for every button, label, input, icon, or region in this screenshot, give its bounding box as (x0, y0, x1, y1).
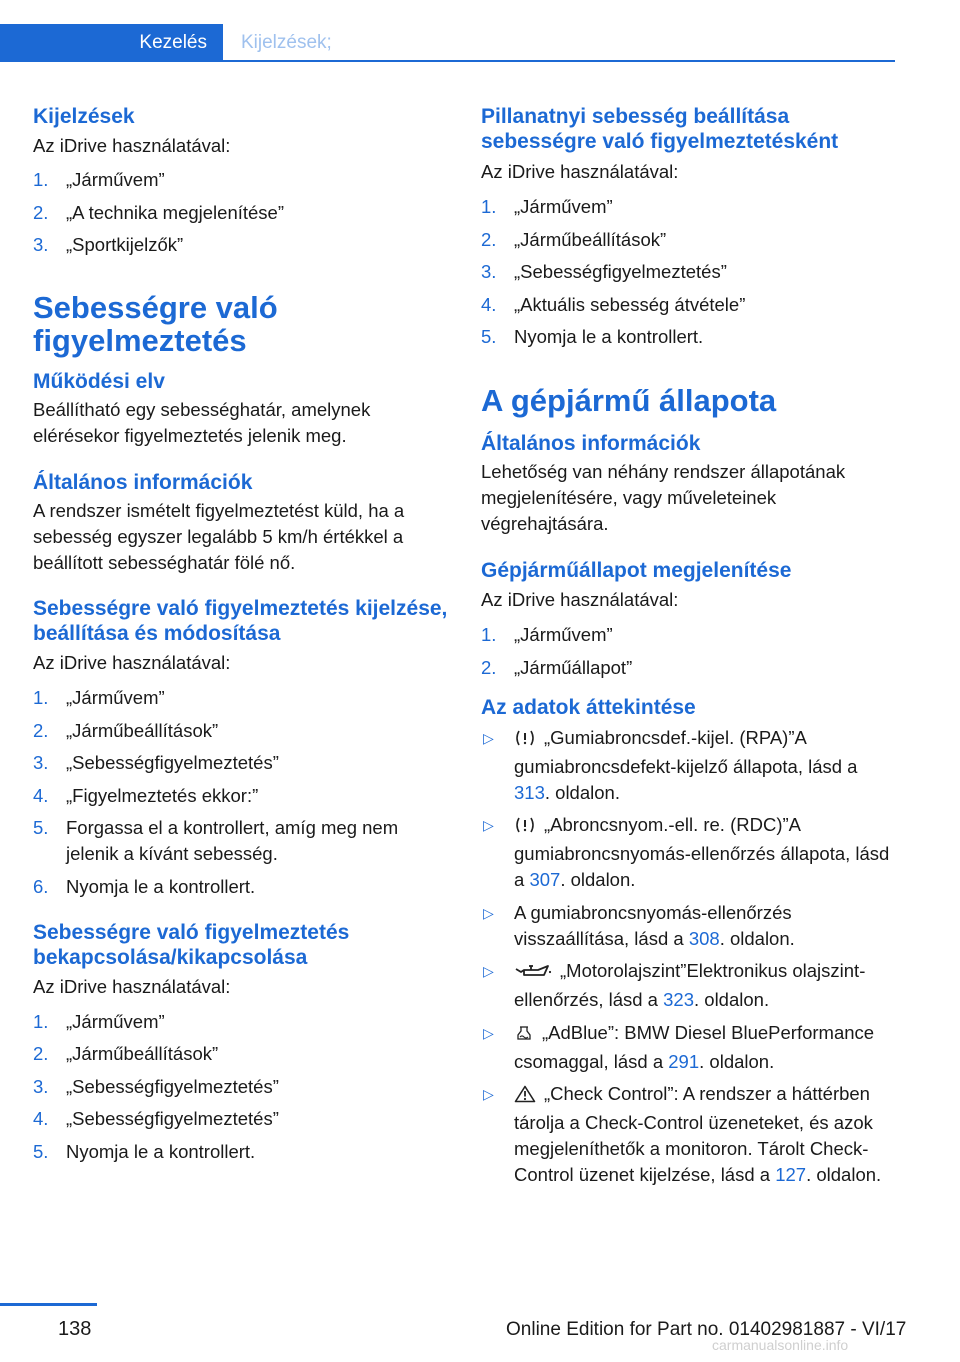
list-item: 5. Nyomja le a kontrollert. (481, 326, 704, 347)
list-item: 1. „Járművem” (481, 196, 613, 217)
megjelenites-intro: Az iDrive használatával: (481, 589, 679, 610)
list-item: 2. „Járműbeállítások” (481, 228, 667, 250)
mukodesi-elv-text: Beállítható egy sebességhatár, amelynek elérésekor figyelmeztetés jelenik meg. (33, 399, 371, 446)
section-title-sebessegre: Sebességre való figyelmeztetés (33, 290, 278, 358)
list-item: 1. „Járművem” (33, 1010, 165, 1032)
tab-kijelzesek[interactable]: Kijelzések; (241, 32, 332, 53)
list-item: ▷ „Motorolajszint”Elektronikus olajszint-ellenőrzés, lásd a 323. oldalon. (483, 960, 866, 1010)
list-item: ▷ „Abroncsnyom.-ell. re. (RDC)”A gumiabroncsnyomás-ellenőrzés állapota, lásd a 307. oldalon. (483, 814, 890, 890)
kijelzese-steps (33, 685, 448, 900)
list-item: 2. „Járműbeállítások” (33, 719, 219, 741)
list-item: 3. „Sebességfigyelmeztetés” (33, 752, 279, 773)
megjelenites-heading: Gépjárműállapot megjelenítése (481, 559, 792, 582)
triangle-bullet-icon: ▷ (483, 1086, 494, 1102)
list-item: 1. „Járművem” (33, 687, 165, 708)
megjelenites-steps (481, 622, 896, 681)
altalanos-heading: Általános információk (33, 471, 253, 494)
attekintes-list (481, 725, 896, 1189)
warning-triangle-icon (514, 1084, 536, 1110)
section-title-allapot: A gépjármű állapota (481, 383, 777, 418)
list-item: ▷ „Gumiabroncsdef.-kijel. (RPA)”A gumiabroncsdefekt-kijelző állapota, lásd a 313. oldalon. (483, 726, 858, 803)
list-item: 1. „Járművem” (33, 169, 165, 190)
list-item: 5. Nyomja le a kontrollert. (33, 1140, 256, 1162)
list-item: 2. „A technika megjelenítése” (33, 201, 285, 223)
triangle-bullet-icon: ▷ (483, 1024, 494, 1041)
list-item: 2. „Járműállapot” (481, 656, 633, 678)
right-column (481, 104, 896, 1195)
triangle-bullet-icon: ▷ (483, 817, 494, 833)
kijelzesek-heading: Kijelzések (33, 105, 135, 128)
left-column (33, 104, 448, 1171)
kijelzesek-intro: Az iDrive használatával: (33, 135, 231, 156)
page-link[interactable]: 323 (663, 989, 694, 1010)
header-divider (0, 60, 895, 62)
tab-kezeles[interactable]: Kezelés (0, 24, 223, 62)
adblue-icon (514, 1023, 534, 1049)
triangle-bullet-icon: ▷ (483, 904, 494, 921)
page-link[interactable]: 291 (668, 1050, 700, 1072)
bekapcs-intro: Az iDrive használatával: (33, 975, 231, 997)
mukodesi-elv-heading: Működési elv (33, 370, 165, 393)
list-item: 4. „Figyelmeztetés ekkor:” (33, 784, 259, 806)
list-item: 1. „Járművem” (481, 624, 613, 645)
list-item: 3. „Sportkijelzők” (33, 234, 184, 255)
pillanatnyi-steps (481, 194, 896, 350)
kijelzese-heading: Sebességre való figyelmeztetés kijelzése, beállítása és módosítása (33, 597, 448, 645)
kijelzese-intro: Az iDrive használatával: (33, 652, 231, 673)
footer-divider (0, 1303, 97, 1306)
triangle-bullet-icon: ▷ (483, 963, 494, 979)
page-link[interactable]: 308 (688, 927, 720, 949)
allapot-altalanos-text: Lehetőség van néhány rendszer állapotának megjelenítésére, vagy műveleteinek végrehajtására. (481, 461, 846, 534)
list-item: ▷ „Check Control”: A rendszer a háttérben tárolja a Check-Control üzeneteket, és azok megjeleníthetők a monitoron. Tárolt Check-Control üzenet kijelzése, lásd a 127. oldalon. (483, 1083, 882, 1185)
triangle-bullet-icon: ▷ (483, 729, 494, 746)
list-item: ▷ „AdBlue”: BMW Diesel BluePerformance csomaggal, lásd a 291. oldalon. (483, 1021, 875, 1072)
bekapcs-steps (33, 1009, 448, 1165)
list-item: 5. Forgassa el a kontrollert, amíg meg nem jelenik a kívánt sebesség. (33, 817, 399, 864)
list-item: 3. „Sebességfigyelmeztetés” (481, 261, 727, 282)
allapot-altalanos-heading: Általános információk (481, 432, 701, 455)
oil-can-icon (514, 961, 552, 987)
attekintes-heading: Az adatok áttekintése (481, 695, 696, 719)
bekapcs-heading: Sebességre való figyelmeztetés bekapcsolása/kikapcsolása (33, 920, 350, 969)
tire-pressure-icon (514, 815, 536, 841)
watermark: carmanualsonline.info (712, 1337, 849, 1353)
list-item: 6. Nyomja le a kontrollert. (33, 875, 256, 897)
list-item: 4. „Aktuális sebesség átvétele” (481, 293, 746, 315)
edition-text: Online Edition for Part no. 01402981887 - VI/17 (506, 1319, 907, 1340)
list-item: ▷ A gumiabroncsnyomás-ellenőrzés visszaállítása, lásd a 308. oldalon. (483, 901, 795, 949)
page-number: 138 (58, 1318, 92, 1340)
altalanos-text: A rendszer ismételt figyelmeztetést küld, ha a sebesség egyszer legalább 5 km/h értékkel a beállított sebességhatár fölé nő. (33, 500, 405, 573)
page-link[interactable]: 313 (514, 781, 545, 803)
kijelzesek-steps (33, 167, 448, 258)
page-link[interactable]: 307 (529, 869, 561, 890)
top-navigation-bar (0, 0, 895, 62)
pillanatnyi-heading: Pillanatnyi sebesség beállítása sebességre való figyelmeztetésként (481, 105, 839, 153)
list-item: 2. „Járműbeállítások” (33, 1043, 219, 1064)
tire-warning-icon (514, 728, 536, 754)
list-item: 3. „Sebességfigyelmeztetés” (33, 1075, 279, 1097)
pillanatnyi-intro: Az iDrive használatával: (481, 161, 679, 182)
list-item: 4. „Sebességfigyelmeztetés” (33, 1108, 279, 1129)
page-link[interactable]: 127 (775, 1164, 807, 1185)
